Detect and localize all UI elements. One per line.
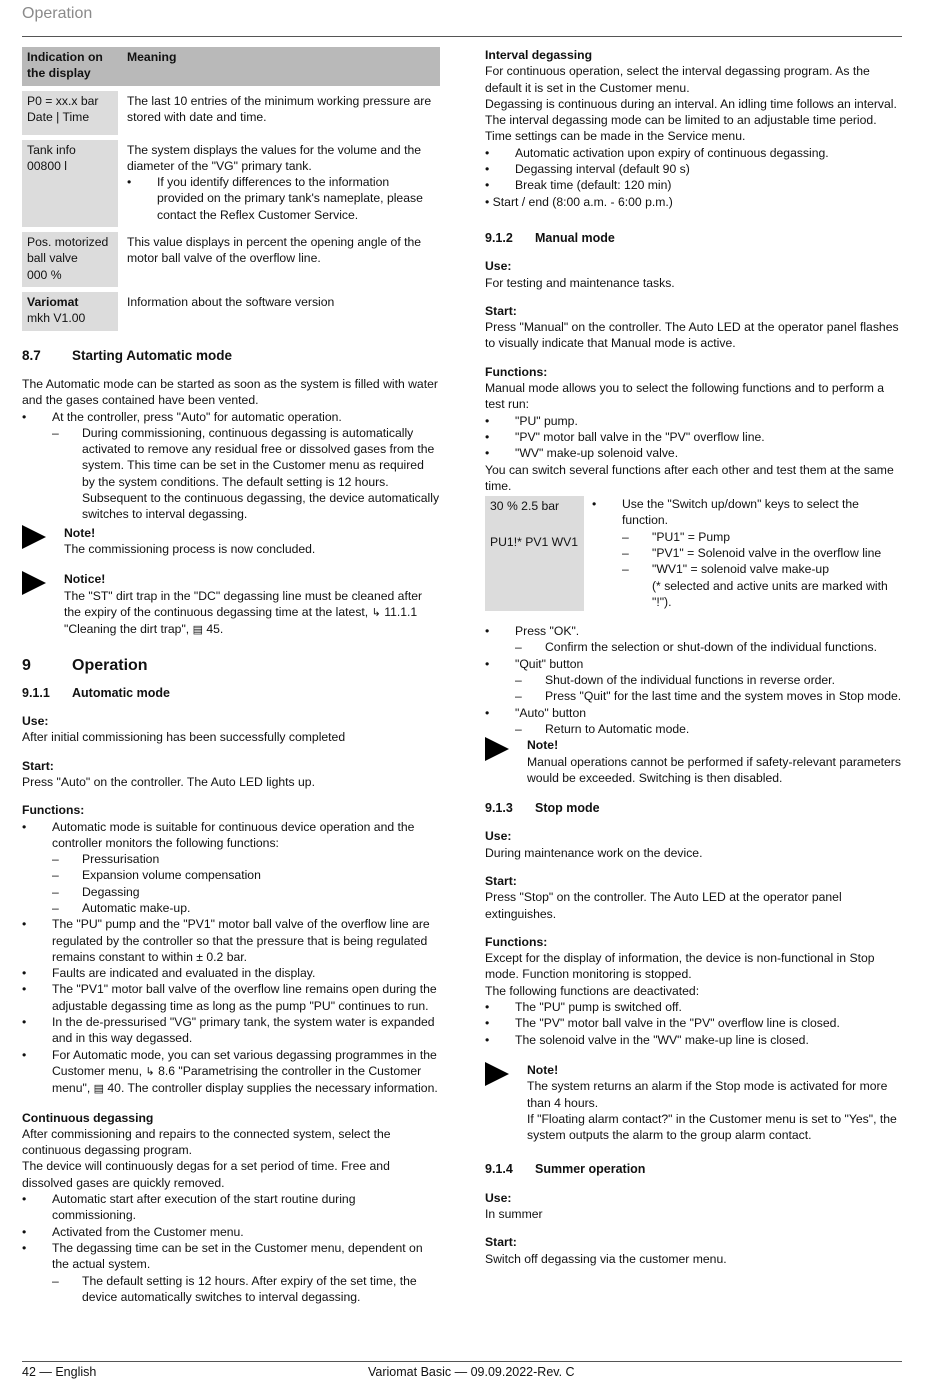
display-table [22,42,440,336]
note-manual-mode: Note! Manual operations cannot be performed if safety-relevant parameters would be exceeded. Switching is then disabled. [485,737,903,786]
list-item: – Pressurisation [52,851,440,867]
note-commissioning: Note! The commissioning process is now concluded. [22,525,440,558]
page-reference-icon: ▤ [192,624,203,637]
list-item: • "Auto" button – Return to Automatic mode. [485,705,903,738]
section-heading-9-1-2: 9.1.2 Manual mode [485,230,615,245]
list-item: – Automatic make-up. [52,900,440,916]
list-item: – "PV1" = Solenoid valve in the overflow line [622,545,903,561]
list-item: • At the controller, press "Auto" for automatic operation. – During commissioning, continuous degassing is automatically activated to remove any residual free or dissolved gases from the system. This time can be set in the Customer menu as required by the system conditions. The default setting is 12 hours. Subsequent to the continuous degassing, the device automatically switches to interval degassing. [22,409,440,523]
list-item: • Use the "Switch up/down" keys to select the function. – "PU1" = Pump – "PV1" = Solenoid valve in the overflow line – "WV1" = solenoid valve make-up (* selected and active units are marked with "!"). [592,496,903,610]
table-header-row [22,47,440,86]
left-column: Indication on the display Meaning P0 = xx.x bar Date | Time The last 10 entries of the minimum working pressure are stored with date and time. Tank info 00800 l The system displays the values for the volume and the diameter of the "VG" primary tank. • If you identify differences to the information provided on the primary tank's nameplate, please contact the Reflex Customer Service. Pos. motorized ball valve 000 % This value displays in percent the opening angle of the motor ball valve of the overflow line. Variomat mkh V1.00 Information about the software version 8.7 Starting Automatic mode The Automatic mode can be started as soon as the system is filled with water and the gases contained have been vented. • At the controller, press "Auto" for automatic operation. – During commissioning, continuous degassing is automatically activated to remove any residual free or dissolved gases from the system. This time can be set in the Customer menu as required by the system conditions. The default setting is 12 hours. Subsequent to the continuous degassing, the device automatically switches to interval degassing. Note! The commissioning process is now concluded. Notice! The "ST" dirt trap in the "DC" degassing line must be cleaned after the expiry of the continuous degassing time at the latest, ↳ 11.1.1 "Cleaning the dirt trap", ▤ 45. 9 Operation 9.1.1 Automatic mode Use: After initial commissioning has been successfully completed Start: Press "Auto" on the controller. The Auto LED lights up. Functions: • Automatic mode is suitable for continuous device operation and the controller monitors the following functions: – Pressurisation – Expansion volume compensation – Degassing – Automatic make-up. • The "PU" pump and the "PV1" motor ball valve of the overflow line are regulated by the controller so that the pressure that is being regulated remains constant to within ± 0.2 bar. • Faults are indicated and evaluated in the display. • The "PV1" motor ball valve of the overflow line remains open during the adjustable degassing time as long as the pump "PU" continues to run. • In the de-pressurised "VG" primary tank, the system water is expanded and in this way degassed. • For Automatic mode, you can set various degassing programmes in the Customer menu, ↳ 8.6 "Parametrising the controller in the Customer menu", ▤ 40. The controller display supplies the necessary information. Continuous degassing After commissioning and repairs to the connected system, select the continuous degassing program. The device will continuously degas for a set period of time. Free and dissolved gases are quickly removed. • Automatic start after execution of the start routine during commissioning. • Activated from the Customer menu. • The degassing time can be set in the Customer menu, dependent on the actual system. – The default setting is 12 hours. After expiry of the set time, the device automatically switches to interval degassing. [22,47,440,1305]
col-header-meaning: Meaning [118,47,440,86]
list-item: – During commissioning, continuous degassing is automatically activated to remove any residual free or dissolved gases from the system. This time can be set in the Customer menu as required by the system conditions. The default setting is 12 hours. Subsequent to the continuous degassing, the device automatically switches to interval degassing. [52,425,440,523]
table-row: Variomat mkh V1.00 Information about the software version [22,292,440,331]
list-item: • "WV" make-up solenoid valve. [485,445,903,461]
list-item: – The default setting is 12 hours. After expiry of the set time, the device automatically switches to interval degassing. [52,1273,440,1306]
manual-mode-display [485,496,903,611]
section-heading-9: 9 Operation [22,657,148,675]
header-rule [22,36,902,37]
table-row: Pos. motorized ball valve 000 % This value displays in percent the opening angle of the motor ball valve of the overflow line. [22,232,440,287]
list-item: • For Automatic mode, you can set various degassing programmes in the Customer menu, ↳ 8.6 "Parametrising the controller in the Customer menu", ▤ 40. The controller display supplies the necessary information. [22,1047,440,1098]
list-item: • "Quit" button – Shut-down of the individual functions in reverse order. – Press "Quit" for the last time and the system moves in Stop mode. [485,656,903,705]
list-item: – "PU1" = Pump [622,529,903,545]
note-arrow-icon [485,1062,509,1086]
list-item: • The "PV" motor ball valve in the "PV" overflow line is closed. [485,1015,903,1031]
note-arrow-icon [22,571,46,595]
table-row: P0 = xx.x bar Date | Time The last 10 entries of the minimum working pressure are stored with date and time. [22,91,440,135]
list-item: • "PU" pump. [485,413,903,429]
list-item: • The degassing time can be set in the Customer menu, dependent on the actual system. – The default setting is 12 hours. After expiry of the set time, the device automatically switches to interval degassing. [22,1240,440,1305]
right-column: Interval degassing For continuous operation, select the interval degassing program. As the default it is set in the Customer menu. Degassing is continuous during an interval. An idling time follows an interval. The interval degassing mode can be limited to an adjustable time period. Time settings can be made in the Service menu. • Automatic activation upon expiry of continuous degassing. • Degassing interval (default 90 s) • Break time (default: 120 min) • Start / end (8:00 a.m. - 6:00 p.m.) 9.1.2 Manual mode Use: For testing and maintenance tasks. Start: Press "Manual" on the controller. The Auto LED at the operator panel flashes to visually indicate that Manual mode is active. Functions: Manual mode allows you to select the following functions and to perform a test run: • "PU" pump. • "PV" motor ball valve in the "PV" overflow line. • "WV" make-up solenoid valve. You can switch several functions after each other and test them at the same time. 30 % 2.5 bar PU1!* PV1 WV1 • Use the "Switch up/down" keys to select the function. – "PU1" = Pump – "PV1" = Solenoid valve in the overflow line – "WV1" = solenoid valve make-up (* selected and active units are marked with "!"). • Press "OK". – Confirm the selection or shut-down of the individual functions. • "Quit" button – Shut-down of the individual functions in reverse order. – Press "Quit" for the last time and the system moves in Stop mode. • "Auto" button – Return to Automatic mode. Note! Manual operations cannot be performed if safety-relevant parameters would be exceeded. Switching is then disabled. 9.1.3 Stop mode Use: During maintenance work on the device. Start: Press "Stop" on the controller. The Auto LED at the operator panel extinguishes. Functions: Except for the display of information, the device is non-functional in Stop mode. Function monitoring is stopped. The following functions are deactivated: • The "PU" pump is switched off. • The "PV" motor ball valve in the "PV" overflow line is closed. • The solenoid valve in the "WV" make-up line is closed. Note! The system returns an alarm if the Stop mode is activated for more than 4 hours. If "Floating alarm contact?" in the Customer menu is set to "Yes", the system outputs the alarm to the group alarm contact. 9.1.4 Summer operation Use: In summer Start: Switch off degassing via the customer menu. [485,47,903,1267]
list-item: – Shut-down of the individual functions in reverse order. [515,672,903,688]
footer-document-title: Variomat Basic — 09.09.2022-Rev. C [368,1365,575,1379]
list-item: • In the de-pressurised "VG" primary tank, the system water is expanded and in this way degassed. [22,1014,440,1047]
list-item: – Expansion volume compensation [52,867,440,883]
list-item: – Press "Quit" for the last time and the system moves in Stop mode. [515,688,903,704]
cross-reference-icon: ↳ [145,1065,155,1078]
list-item: • Press "OK". – Confirm the selection or shut-down of the individual functions. [485,623,903,656]
display-readout: 30 % 2.5 bar PU1!* PV1 WV1 [485,496,584,611]
list-item: • Activated from the Customer menu. [22,1224,440,1240]
note-arrow-icon [485,737,509,761]
cross-reference-icon: ↳ [371,606,381,619]
section-heading-9-1-1: 9.1.1 Automatic mode [22,685,170,700]
section-heading-8-7: 8.7 Starting Automatic mode [22,347,233,363]
list-item: • The "PV1" motor ball valve of the overflow line remains open during the adjustable degassing time as long as the pump "PU" continues to run. [22,981,440,1014]
list-item: • Break time (default: 120 min) [485,177,903,193]
list-item: • "PV" motor ball valve in the "PV" overflow line. [485,429,903,445]
notice-dirt-trap: Notice! The "ST" dirt trap in the "DC" degassing line must be cleaned after the expiry of the continuous degassing time at the latest, ↳ 11.1.1 "Cleaning the dirt trap", ▤ 45. [22,571,440,638]
table-row: Tank info 00800 l The system displays the values for the volume and the diameter of the "VG" primary tank. • If you identify differences to the information provided on the primary tank's nameplate, please contact the Reflex Customer Service. [22,140,440,227]
paragraph: The Automatic mode can be started as soon as the system is filled with water and the gases contained have been vented. [22,376,438,408]
list-item: – Return to Automatic mode. [515,721,903,737]
list-item: – "WV1" = solenoid valve make-up (* selected and active units are marked with "!"). [622,561,903,610]
page-reference-icon: ▤ [93,1083,104,1096]
list-item: • Automatic start after execution of the start routine during commissioning. [22,1191,440,1224]
note-arrow-icon [22,525,46,549]
list-item: – Degassing [52,884,440,900]
section-heading-9-1-4: 9.1.4 Summer operation [485,1162,646,1177]
continuous-degassing-heading: Continuous degassing [22,1110,154,1125]
list-item: • The "PU" pump is switched off. [485,999,903,1015]
interval-degassing-heading: Interval degassing [485,48,593,62]
list-item: • The solenoid valve in the "WV" make-up line is closed. [485,1032,903,1048]
note-stop-mode: Note! The system returns an alarm if the Stop mode is activated for more than 4 hours. If "Floating alarm contact?" in the Customer menu is set to "Yes", the system outputs the alarm to the group alarm contact. [485,1062,903,1143]
page-header-title: Operation [22,5,93,22]
footer-rule [22,1361,902,1362]
section-heading-9-1-3: 9.1.3 Stop mode [485,801,600,816]
list-item: • Degassing interval (default 90 s) [485,161,903,177]
footer-page-number: 42 — English [22,1365,97,1379]
list-item: • If you identify differences to the information provided on the primary tank's nameplate, please contact the Reflex Customer Service. [127,174,438,223]
col-header-indication: Indication on the display [22,47,118,86]
list-item: – Confirm the selection or shut-down of the individual functions. [515,639,903,655]
list-item: • Faults are indicated and evaluated in the display. [22,965,440,981]
list-item: • Automatic activation upon expiry of continuous degassing. [485,145,903,161]
list-item: • Automatic mode is suitable for continuous device operation and the controller monitors the following functions: – Pressurisation – Expansion volume compensation – Degassing – Automatic make-up. [22,819,440,917]
list-item: • The "PU" pump and the "PV1" motor ball valve of the overflow line are regulated by the controller so that the pressure that is being regulated remains constant to within ± 0.2 bar. [22,916,440,965]
